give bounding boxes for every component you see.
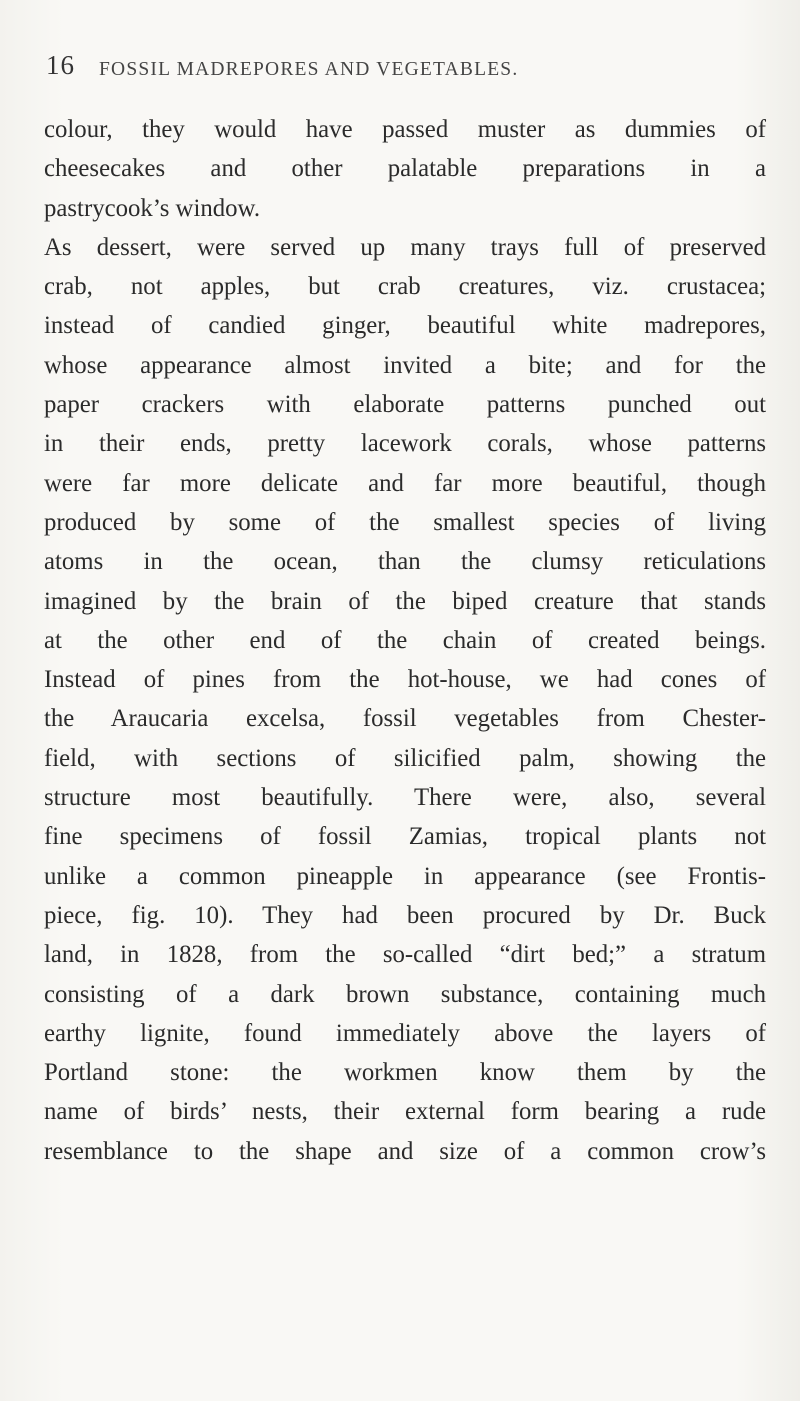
text-line: imagined by the brain of the biped creature that stands: [44, 587, 766, 615]
text-line: As dessert, were served up many trays full of preserved: [44, 233, 766, 261]
text-line: cheesecakes and other palatable preparations in a: [44, 155, 766, 183]
text-line: fine specimens of fossil Zamias, tropical plants not: [44, 823, 766, 851]
text-line: land, in 1828, from the so-called “dirt bed;” a stratum: [44, 941, 766, 969]
text-line: pastrycook’s window.: [44, 194, 261, 222]
text-line: paper crackers with elaborate patterns punched out: [44, 391, 766, 419]
text-line: earthy lignite, found immediately above the layers of: [44, 1019, 766, 1047]
text-line: whose appearance almost invited a bite; and for the: [44, 351, 766, 379]
text-line: crab, not apples, but crab creatures, viz. crustacea;: [44, 273, 766, 301]
text-line: were far more delicate and far more beautiful, though: [44, 469, 766, 497]
text-line: unlike a common pineapple in appearance (see Frontis-: [44, 862, 766, 890]
text-line: the Araucaria excelsa, fossil vegetables from Chester-: [44, 705, 766, 733]
text-line: field, with sections of silicified palm, showing the: [44, 744, 766, 772]
text-line: at the other end of the chain of created beings.: [44, 626, 766, 654]
body-text: [44, 110, 766, 1171]
text-line: colour, they would have passed muster as dummies of: [44, 116, 766, 143]
text-line: Portland stone: the workmen know them by the: [44, 1059, 766, 1087]
text-line: produced by some of the smallest species of living: [44, 508, 766, 536]
text-line: atoms in the ocean, than the clumsy reticulations: [44, 548, 766, 576]
text-line: in their ends, pretty lacework corals, whose patterns: [44, 430, 766, 458]
text-line: Instead of pines from the hot-house, we had cones of: [44, 666, 766, 694]
text-line: instead of candied ginger, beautiful white madrepores,: [44, 312, 766, 340]
text-line: structure most beautifully. There were, also, several: [44, 784, 766, 812]
text-line: piece, fig. 10). They had been procured by Dr. Buck: [44, 901, 766, 929]
text-line: resemblance to the shape and size of a common crow’s: [44, 1137, 766, 1165]
text-line: consisting of a dark brown substance, containing much: [44, 980, 766, 1008]
text-line: name of birds’ nests, their external form bearing a rude: [44, 1098, 766, 1126]
running-title: FOSSIL MADREPORES AND VEGETABLES.: [99, 59, 519, 80]
page-number: 16: [46, 50, 75, 80]
running-head: [46, 50, 760, 90]
